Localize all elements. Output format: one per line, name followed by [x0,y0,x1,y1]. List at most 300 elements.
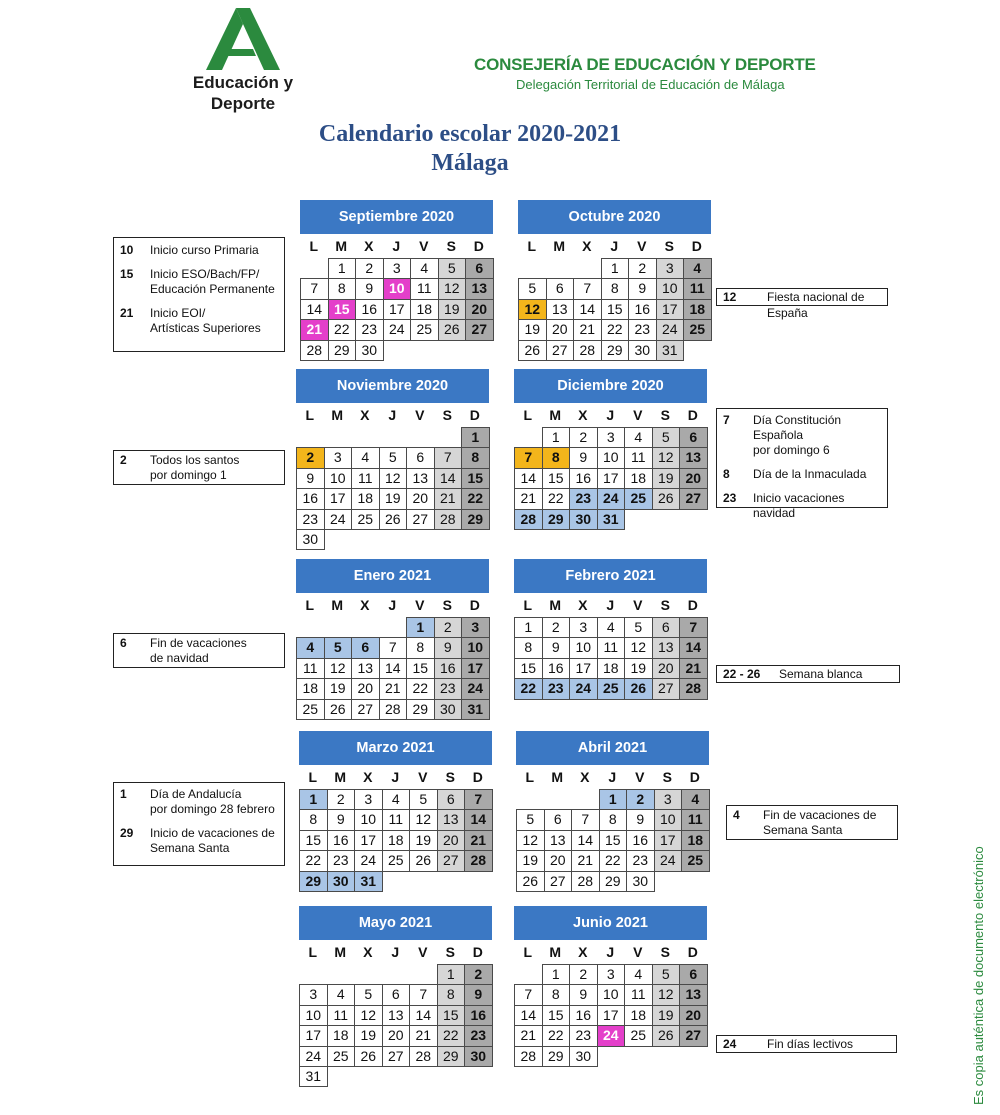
day-cell: 19 [409,830,438,851]
day-cell: 21 [300,319,329,340]
empty-cell [296,427,325,448]
note-line [114,306,284,321]
weekday-label: D [687,944,698,960]
weekday-label: D [469,597,480,613]
day-cell: 25 [351,509,380,530]
day-cell: 11 [327,1005,356,1026]
day-cell: 4 [382,789,411,810]
day-cell: 5 [438,258,467,279]
weekday-label: J [392,238,401,254]
day-cell: 13 [679,984,708,1005]
day-cell: 11 [296,658,325,679]
day-cell: 2 [464,964,493,985]
note-text: Inicio ESO/Bach/FP/ [150,267,260,281]
weekday-label: X [578,407,588,423]
day-cell: 16 [628,299,657,320]
day-cell: 12 [379,468,408,489]
day-cell: 5 [652,964,681,985]
day-cell: 19 [624,658,653,679]
day-cell: 18 [327,1025,356,1046]
day-cell: 19 [379,488,408,509]
day-cell: 15 [328,299,357,320]
day-cell: 8 [514,637,543,658]
month-calendar [299,731,492,891]
note-line [717,443,887,458]
note-line [114,826,284,841]
note-day-number: 4 [733,808,740,822]
day-cell: 29 [328,340,357,361]
note-junio [716,1035,897,1053]
day-cell: 3 [299,984,328,1005]
day-cell: 14 [679,637,708,658]
days-grid [296,427,489,549]
day-cell: 9 [626,809,655,830]
empty-cell [379,427,408,448]
day-cell: 26 [324,699,353,720]
day-cell: 7 [409,984,438,1005]
day-cell: 17 [597,468,626,489]
weekday-label: M [549,597,562,613]
weekday-header-row [518,234,711,258]
day-cell: 28 [679,678,708,699]
month-calendar [296,369,489,549]
note-marzo [113,782,285,866]
day-cell: 17 [461,658,490,679]
day-cell: 10 [383,278,412,299]
weekday-label: X [363,944,373,960]
note-octubre [716,288,888,320]
day-cell: 7 [679,617,708,638]
day-cell: 5 [354,984,383,1005]
month-header: Octubre 2020 [518,200,711,234]
weekday-label: X [363,769,373,785]
day-cell: 23 [355,319,384,340]
day-cell: 7 [464,789,493,810]
day-cell: 19 [516,850,545,871]
day-cell: 9 [628,278,657,299]
day-cell: 27 [544,871,573,892]
weekday-label: L [523,597,533,613]
day-cell: 5 [324,637,353,658]
weekday-label: M [334,944,347,960]
month-header: Diciembre 2020 [514,369,707,403]
empty-cell [327,964,356,985]
day-cell: 2 [569,964,598,985]
day-cell: 5 [516,809,545,830]
day-cell: 21 [464,830,493,851]
day-cell: 11 [681,809,710,830]
note-day-number: 7 [723,413,730,427]
day-cell: 7 [434,447,463,468]
day-cell: 21 [514,488,543,509]
day-cell: 27 [382,1046,411,1067]
note-line [114,468,284,483]
day-cell: 25 [327,1046,356,1067]
day-cell: 14 [300,299,329,320]
note-text: Inicio vacaciones navidad [753,491,845,520]
day-cell: 26 [624,678,653,699]
empty-cell [514,964,543,985]
days-grid [514,964,707,1066]
day-cell: 13 [679,447,708,468]
weekday-label: L [308,944,318,960]
day-cell: 12 [324,658,353,679]
day-cell: 13 [351,658,380,679]
month-calendar [514,906,707,1066]
day-cell: 30 [464,1046,493,1067]
weekday-label: X [582,238,592,254]
note-text: Todos los santos [150,453,240,467]
days-grid [299,964,492,1086]
weekday-label: J [388,597,397,613]
day-cell: 29 [601,340,630,361]
day-cell: 28 [514,509,543,530]
month-calendar [299,906,492,1086]
day-cell: 4 [296,637,325,658]
note-line [717,467,887,482]
weekday-label: L [305,407,315,423]
day-cell: 13 [382,1005,411,1026]
note-text: de navidad [150,651,209,665]
empty-cell [382,964,411,985]
note-text: Fin días lectivos [767,1037,854,1051]
day-cell: 25 [410,319,439,340]
day-cell: 28 [514,1046,543,1067]
day-cell: 20 [652,658,681,679]
day-cell: 21 [379,678,408,699]
note-text: por domingo 1 [150,468,227,482]
month-header: Mayo 2021 [299,906,492,940]
weekday-label: J [388,407,397,423]
day-cell: 29 [437,1046,466,1067]
day-cell: 7 [514,447,543,468]
day-cell: 6 [382,984,411,1005]
weekday-label: M [549,407,562,423]
day-cell: 21 [679,658,708,679]
day-cell: 7 [573,278,602,299]
weekday-label: V [633,407,643,423]
note-text: Fin de vacaciones de [763,808,877,822]
weekday-label: V [415,407,425,423]
note-text: Día de Andalucía [150,787,242,801]
day-cell: 10 [299,1005,328,1026]
month-calendar [514,559,707,699]
junta-logo [188,6,298,114]
days-grid [299,789,492,891]
note-day-number: 1 [120,787,127,801]
day-cell: 16 [569,1005,598,1026]
note-line [114,787,284,802]
note-text: Semana Santa [150,841,230,855]
note-day-number: 23 [723,491,737,505]
day-cell: 29 [542,509,571,530]
empty-cell [296,617,325,638]
note-diciembre [716,408,888,520]
day-cell: 15 [601,299,630,320]
days-grid [518,258,711,360]
day-cell: 24 [299,1046,328,1067]
day-cell: 9 [569,447,598,468]
day-cell: 8 [542,984,571,1005]
day-cell: 23 [626,850,655,871]
day-cell: 3 [654,789,683,810]
day-cell: 18 [382,830,411,851]
day-cell: 1 [601,258,630,279]
organization-name: CONSEJERÍA DE EDUCACIÓN Y DEPORTE [474,55,816,74]
empty-cell [516,789,545,810]
weekday-label: S [445,769,455,785]
day-cell: 14 [573,299,602,320]
day-cell: 25 [296,699,325,720]
weekday-label: S [660,944,670,960]
day-cell: 28 [300,340,329,361]
empty-cell [379,617,408,638]
day-cell: 22 [514,678,543,699]
day-cell: 18 [597,658,626,679]
day-cell: 19 [438,299,467,320]
day-cell: 21 [571,850,600,871]
day-cell: 25 [683,319,712,340]
day-cell: 26 [516,871,545,892]
day-cell: 2 [628,258,657,279]
empty-cell [571,789,600,810]
weekday-label: S [442,407,452,423]
day-cell: 20 [437,830,466,851]
day-cell: 24 [383,319,412,340]
day-cell: 4 [597,617,626,638]
weekday-label: J [610,238,619,254]
day-cell: 23 [327,850,356,871]
day-cell: 11 [382,809,411,830]
weekday-label: M [551,769,564,785]
day-cell: 23 [542,678,571,699]
day-cell: 31 [354,871,383,892]
day-cell: 3 [383,258,412,279]
note-text: Día de la Inmaculada [753,467,867,481]
day-cell: 22 [542,1025,571,1046]
day-cell: 20 [351,678,380,699]
weekday-label: X [360,597,370,613]
weekday-label: V [637,238,647,254]
weekday-label: J [391,944,400,960]
day-cell: 1 [437,964,466,985]
day-cell: 16 [327,830,356,851]
day-cell: 10 [597,447,626,468]
day-cell: 29 [406,699,435,720]
empty-cell [351,617,380,638]
days-grid [296,617,489,719]
note-line [114,243,284,258]
empty-cell [354,964,383,985]
day-cell: 31 [597,509,626,530]
day-cell: 28 [434,509,463,530]
day-cell: 6 [679,427,708,448]
weekday-label: L [308,769,318,785]
day-cell: 28 [573,340,602,361]
note-line [114,267,284,282]
empty-cell [406,427,435,448]
day-cell: 3 [461,617,490,638]
day-cell: 16 [434,658,463,679]
day-cell: 16 [355,299,384,320]
day-cell: 9 [542,637,571,658]
day-cell: 18 [624,468,653,489]
day-cell: 20 [406,488,435,509]
day-cell: 30 [628,340,657,361]
day-cell: 9 [464,984,493,1005]
day-cell: 26 [652,488,681,509]
day-cell: 15 [599,830,628,851]
note-day-number: 15 [120,267,134,281]
day-cell: 20 [679,468,708,489]
day-cell: 14 [514,468,543,489]
month-header: Noviembre 2020 [296,369,489,403]
day-cell: 14 [464,809,493,830]
day-cell: 11 [683,278,712,299]
weekday-label: S [446,238,456,254]
days-grid [300,258,493,360]
weekday-header-row [514,593,707,617]
day-cell: 24 [597,1025,626,1046]
days-grid [514,427,707,529]
day-cell: 21 [514,1025,543,1046]
day-cell: 5 [624,617,653,638]
day-cell: 29 [299,871,328,892]
day-cell: 10 [461,637,490,658]
day-cell: 2 [569,427,598,448]
day-cell: 22 [437,1025,466,1046]
day-cell: 27 [406,509,435,530]
weekday-label: D [469,407,480,423]
day-cell: 28 [409,1046,438,1067]
day-cell: 22 [601,319,630,340]
weekday-label: L [305,597,315,613]
day-cell: 17 [354,830,383,851]
day-cell: 25 [624,488,653,509]
note-day-number: 21 [120,306,134,320]
note-day-number: 29 [120,826,134,840]
month-header: Abril 2021 [516,731,709,765]
weekday-label: L [309,238,319,254]
day-cell: 1 [542,427,571,448]
day-cell: 23 [569,1025,598,1046]
weekday-label: S [445,944,455,960]
day-cell: 20 [546,319,575,340]
weekday-label: X [578,597,588,613]
day-cell: 22 [406,678,435,699]
day-cell: 14 [409,1005,438,1026]
day-cell: 25 [597,678,626,699]
day-cell: 29 [542,1046,571,1067]
day-cell: 26 [379,509,408,530]
day-cell: 26 [354,1046,383,1067]
day-cell: 20 [544,850,573,871]
weekday-label: J [606,597,615,613]
day-cell: 27 [679,1025,708,1046]
day-cell: 19 [518,319,547,340]
note-line [114,282,284,297]
day-cell: 30 [434,699,463,720]
note-text: Educación Permanente [150,282,275,296]
empty-cell [409,964,438,985]
empty-cell [518,258,547,279]
day-cell: 1 [328,258,357,279]
day-cell: 19 [354,1025,383,1046]
empty-cell [546,258,575,279]
day-cell: 28 [464,850,493,871]
day-cell: 1 [461,427,490,448]
day-cell: 17 [299,1025,328,1046]
day-cell: 4 [683,258,712,279]
day-cell: 15 [542,1005,571,1026]
weekday-label: D [687,597,698,613]
page-title: Calendario escolar 2020-2021 [318,121,622,147]
note-line [114,636,284,651]
day-cell: 27 [652,678,681,699]
weekday-label: S [662,769,672,785]
day-cell: 2 [626,789,655,810]
day-cell: 20 [382,1025,411,1046]
note-day-number: 12 [723,290,737,304]
weekday-label: J [391,769,400,785]
day-cell: 10 [354,809,383,830]
weekday-label: D [689,769,700,785]
day-cell: 11 [624,447,653,468]
day-cell: 17 [383,299,412,320]
empty-cell [324,617,353,638]
day-cell: 6 [465,258,494,279]
note-text: Semana blanca [779,667,863,681]
note-day-number: 8 [723,467,730,481]
day-cell: 5 [379,447,408,468]
note-line [114,802,284,817]
note-text: por domingo 28 febrero [150,802,275,816]
day-cell: 18 [410,299,439,320]
day-cell: 30 [355,340,384,361]
month-header: Marzo 2021 [299,731,492,765]
day-cell: 12 [409,809,438,830]
day-cell: 15 [514,658,543,679]
day-cell: 17 [324,488,353,509]
weekday-label: D [472,944,483,960]
day-cell: 25 [624,1025,653,1046]
day-cell: 5 [652,427,681,448]
weekday-header-row [296,593,489,617]
day-cell: 19 [324,678,353,699]
day-cell: 23 [296,509,325,530]
note-line [717,413,887,443]
days-grid [514,617,707,699]
day-cell: 23 [569,488,598,509]
day-cell: 15 [437,1005,466,1026]
day-cell: 11 [597,637,626,658]
weekday-label: V [418,944,428,960]
weekday-label: S [442,597,452,613]
day-cell: 2 [355,258,384,279]
note-text: Semana Santa [763,823,843,837]
day-cell: 2 [327,789,356,810]
weekday-label: X [580,769,590,785]
day-cell: 13 [652,637,681,658]
empty-cell [573,258,602,279]
day-cell: 4 [327,984,356,1005]
day-cell: 24 [569,678,598,699]
day-cell: 26 [652,1025,681,1046]
day-cell: 9 [355,278,384,299]
day-cell: 25 [382,850,411,871]
day-cell: 12 [516,830,545,851]
electronic-copy-notice: Es copia auténtica de documento electrónico [971,846,986,1105]
